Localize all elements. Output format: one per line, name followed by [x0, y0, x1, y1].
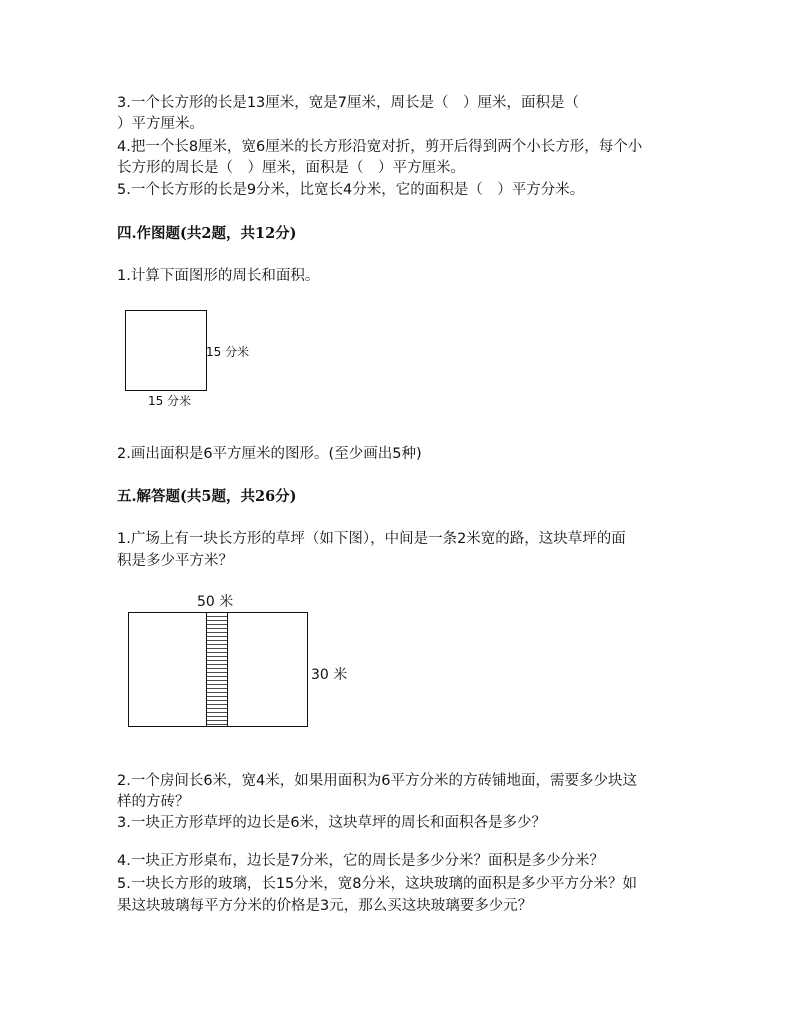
- answer-question-2-line-2: 样的方砖？: [117, 794, 190, 810]
- question-4-line-2: 长方形的周长是（ ）厘米，面积是（ ）平方厘米。: [117, 160, 465, 176]
- section-5-heading: 五.解答题(共5题，共26分): [117, 488, 297, 505]
- square-right-label: 15 分米: [206, 345, 250, 359]
- answer-question-2-line-1: 2.一个房间长6米，宽4米，如果用面积为6平方分米的方砖铺地面，需要多少块这: [117, 773, 638, 789]
- square-shape: [126, 311, 207, 391]
- answer-question-3: 3.一块正方形草坪的边长是6米，这块草坪的周长和面积各是多少？: [117, 815, 547, 831]
- answer-question-1-line-1: 1.广场上有一块长方形的草坪（如下图），中间是一条2米宽的路，这块草坪的面: [117, 531, 626, 547]
- answer-question-5-line-1: 5.一块长方形的玻璃，长15分米，宽8分米，这块玻璃的面积是多少平方分米？如: [117, 876, 638, 892]
- question-3-line-2: ）平方厘米。: [117, 116, 204, 132]
- question-5: 5.一个长方形的长是9分米，比宽长4分米，它的面积是（ ）平方分米。: [117, 182, 585, 198]
- question-4-line-1: 4.把一个长8厘米，宽6厘米的长方形沿宽对折，剪开后得到两个小长方形，每个小: [117, 139, 643, 155]
- drawing-question-1: 1.计算下面图形的周长和面积。: [117, 268, 320, 284]
- lawn-top-label: 50 米: [197, 594, 234, 610]
- lawn-outline: [129, 613, 308, 727]
- road-strip: [207, 613, 228, 727]
- section-4-heading: 四.作图题(共2题，共12分): [117, 225, 297, 242]
- answer-question-1-line-2: 积是多少平方米？: [117, 553, 233, 569]
- lawn-right-label: 30 米: [311, 667, 348, 683]
- drawing-question-2: 2.画出面积是6平方厘米的图形。(至少画出5种): [117, 446, 422, 462]
- question-3-line-1: 3.一个长方形的长是13厘米，宽是7厘米，周长是（ ）厘米，面积是（: [117, 95, 580, 111]
- answer-question-5-line-2: 果这块玻璃每平方分米的价格是3元，那么买这块玻璃要多少元？: [117, 898, 533, 914]
- square-figure: [125, 310, 208, 392]
- road-outline: [207, 613, 228, 727]
- answer-question-4: 4.一块正方形桌布，边长是7分米，它的周长是多少分米？面积是多少分米？: [117, 853, 605, 869]
- lawn-figure: [128, 612, 308, 727]
- square-bottom-label: 15 分米: [148, 394, 192, 408]
